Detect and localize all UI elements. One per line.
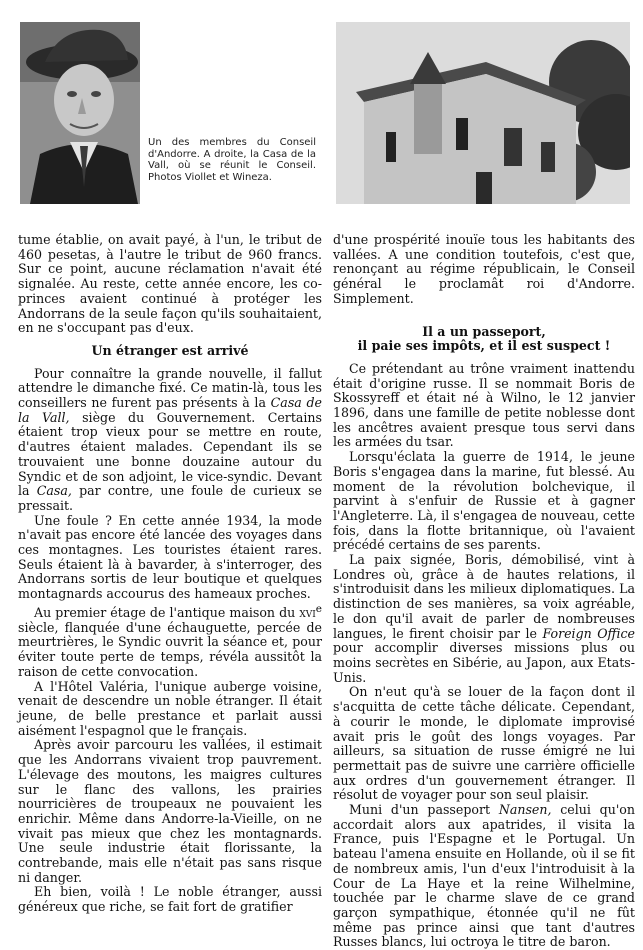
casa-de-la-vall-photo [336,22,630,204]
paragraph: A l'Hôtel Valéria, l'unique auberge voisine, venait de descendre un noble étranger. Il était jeune, de belle prestance et parlait aussi aisément l'espagnol que le français. [18,678,322,738]
century-numeral: xvi [299,605,316,621]
emphasis-text: Casa de la Vall, [18,395,322,425]
emphasis-text: Casa, [36,483,72,499]
paragraph: Ce prétendant au trône vraiment inattendu était d'origine russe. Il se nommait Boris de Skossyreff et était né à Wilno, le 12 janvier 1896, dans une famille de petite noblesse dont les ancêtres avaient presque tous servi dans les armées du tsar. [333,360,635,450]
paragraph: On n'eut qu'à se louer de la façon dont il s'acquitta de cette tâche délicate. Cependant, à courir le monde, le diplomate improvisé avait pris le goût des longs voyages. Par ailleurs, sa situation de russe émigré ne lui permettait pas de suivre une carrière officielle aux ordres d'un gouvernement étranger. Il résolut de voyager pour son seul plaisir. [333,684,635,803]
article-column-right [333,233,635,950]
article-column-left [18,233,322,915]
paragraph: La paix signée, Boris, démobilisé, vint à Londres où, grâce à de hautes relations, il s'introduisit dans les milieux diplomatiques. La distinction de ses manières, sa voix agréable, le don qu'il avait de parler de nombreuses langues, le firent choisir par le Foreign Office pour accomplir diverses missions plus ou moins secrètes en Sibérie, au Japon, aux Etats-Unis. [333,552,636,685]
photo-caption: Un des membres du Conseil d'Andorre. A droite, la Casa de la Vall, où se réunit le Conseil. Photos Viollet et Wineza. [148,137,316,183]
section-heading: Un étranger est arrivé [91,342,249,358]
paragraph: Muni d'un passeport Nansen, celui qu'on accordait alors aux apatrides, il visita la France, puis l'Espagne et le Portugal. Un bateau l'amena ensuite en Hollande, où il se fit de nombreux amis, l'un d'eux l'introduisit à la Cour de La Haye et la reine Wilhelmine, touchée par le charme slave de ce grand garçon sympathique, étonnée qu'il ne fût même pas prince ainsi que tant d'autres Russes blancs, lui octroya le titre de baron. [333,802,636,950]
paragraph: Eh bien, voilà ! Le noble étranger, aussi généreux que riche, se fait fort de gratifier [18,884,322,915]
casa-de-la-vall-image [336,22,630,204]
emphasis-text: Nansen, [498,802,552,818]
paragraph: Une foule ? En cette année 1934, la mode n'avait pas encore été lancée des voyages dans ces montagnes. Les touristes étaient rares. Seuls étaient là à bavarder, à s'interroger, des Andorrans sortis de leur boutique et quelques montagnards accourus des hameaux proches. [18,512,322,602]
council-member-photo [20,22,140,204]
section-heading: Il a un passeport, il paie ses impôts, et il est suspect ! [357,323,611,354]
paragraph: Au premier étage de l'antique maison du xvi$^e$ siècle, flanquée d'une échauguette, percée de meurtrières, le Syndic ouvrit la séance et, pour éviter toute perte de temps, révéla aussitôt la raison de cette convocation. [18,602,322,679]
council-member-portrait-image [20,22,140,204]
paragraph: Pour connaître la grande nouvelle, il fallut attendre le dimanche fixé. Ce matin-là, tous les conseillers ne furent pas présents à la Casa de la Vall, siège du Gouvernement. Certains étaient trop vieux pour se mettre en route, d'autres étaient malades. Cependant ils se trouvaient une bonne douzaine autour du Syndic et de son adjoint, le vice-syndic. Devant la Casa, par contre, une foule de curieux se pressait. [18,365,322,513]
paragraph: d'une prospérité inouïe tous les habitants des vallées. A une condition toutefois, c'est que, renonçant au régime républicain, le Conseil général le proclamât roi d'Andorre. Simplement. [333,232,635,306]
paragraph: tume établie, on avait payé, à l'un, le tribut de 460 pesetas, à l'autre le tribut de 960 francs. Sur ce point, aucune réclamation n'avait été signalée. Au reste, cette année encore, les co-princes avaient continué à protéger les Andorrans de la seule façon qu'ils souhaitaient, en ne s'occupant pas d'eux. [18,232,322,336]
paragraph: Après avoir parcouru les vallées, il estimait que les Andorrans vivaient trop pauvrement. L'élevage des moutons, les maigres cultures sur le flanc des vallons, les prairies nourricières de troupeaux ne pouvaient les enrichir. Même dans Andorre-la-Vieille, on ne vivait pas mieux que chez les montagnards. Une seule industrie était florissante, la contrebande, mais elle n'était pas sans risque ni danger. [18,737,322,885]
paragraph: Lorsqu'éclata la guerre de 1914, le jeune Boris s'engagea dans la marine, fut blessé. Au moment de la révolution bolchevique, il parvint à s'enfuir de Russie et à gagner l'Angleterre. Là, il s'engagea de nouveau, cette fois, dans la flotte britannique, où l'avaient précédé certains de ses parents. [333,449,635,553]
emphasis-text: Foreign Office [542,625,636,641]
